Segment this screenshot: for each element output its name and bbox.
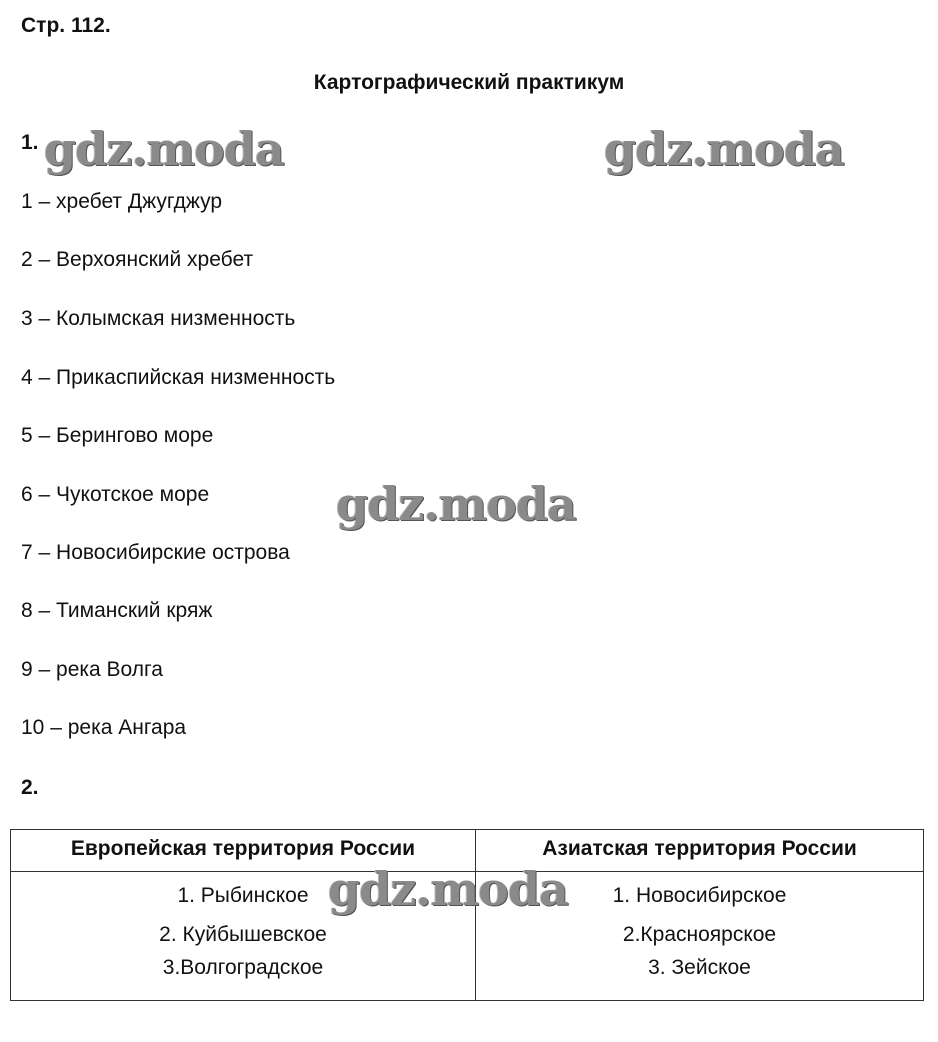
page-number: Стр. 112. [21,14,111,37]
table-row [11,872,924,916]
table-cell: 1. Рыбинское [11,872,476,916]
reservoirs-table [10,829,924,1001]
table-cell: 2. Куйбышевское [11,915,476,954]
table-header-row [11,830,924,872]
table-row [11,954,924,1001]
watermark-logo: gdz.moda [328,862,568,916]
answer-item: 6 – Чукотское море [21,483,210,506]
answer-item: 1 – хребет Джугджур [21,190,223,213]
watermark-logo: gdz.moda [604,122,844,176]
answer-item: 3 – Колымская низменность [21,307,296,330]
answer-item: 10 – река Ангара [21,716,187,739]
table-row [11,915,924,954]
header-european: Европейская территория России [11,830,476,872]
header-asian: Азиатская территория России [476,830,924,872]
answer-item: 9 – река Волга [21,658,163,681]
task-1-number: 1. [21,131,39,154]
task-2-number: 2. [21,776,39,799]
answer-item: 7 – Новосибирские острова [21,541,290,564]
table-cell: 2.Красноярское [476,915,924,954]
watermark-logo: gdz.moda [336,477,576,531]
answer-item: 2 – Верхоянский хребет [21,248,254,271]
answer-item: 5 – Берингово море [21,424,214,447]
watermark-logo: gdz.moda [44,122,284,176]
table-cell: 1. Новосибирское [476,872,924,916]
table-cell: 3.Волгоградское [11,954,476,1001]
answer-item: 8 – Тиманский кряж [21,599,213,622]
page-title: Картографический практикум [313,71,625,94]
answer-item: 4 – Прикаспийская низменность [21,366,336,389]
table-cell: 3. Зейское [476,954,924,1001]
